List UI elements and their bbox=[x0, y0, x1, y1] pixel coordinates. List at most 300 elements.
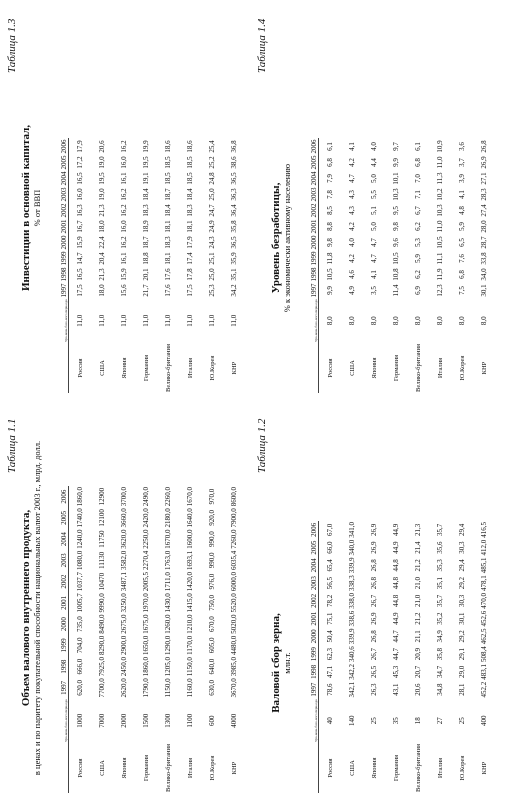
cell-value: 1670,0 bbox=[164, 529, 172, 549]
header-year: 2002 bbox=[294, 202, 319, 218]
cell-value: 16,0 bbox=[120, 156, 128, 169]
cell-value: 5520,0 bbox=[230, 593, 238, 613]
table-unemployment bbox=[256, 18, 495, 393]
cell-value: 8600,0 bbox=[230, 486, 238, 507]
cell-value: 18,3 bbox=[142, 204, 150, 217]
cell-value: 34,7 bbox=[436, 665, 444, 678]
cell-value: 339,9 bbox=[348, 628, 356, 645]
cell-value: 7925,0 bbox=[98, 656, 106, 677]
header-year: 2004 bbox=[294, 556, 319, 574]
country-name: Велико-британия bbox=[164, 744, 172, 792]
cell-value: 4,2 bbox=[348, 254, 356, 263]
cell-value: 11,0 bbox=[436, 156, 444, 169]
table-row bbox=[179, 138, 201, 393]
cell-value: 18,5 bbox=[164, 156, 172, 169]
cell-value: 16,2 bbox=[120, 204, 128, 217]
cell-value: 5,9 bbox=[458, 222, 466, 231]
cell-value: 18,3 bbox=[164, 236, 172, 249]
cell-value: 620,0 bbox=[76, 679, 84, 696]
cell-value: 3487,1 bbox=[120, 571, 128, 592]
cell-value: 18,0 bbox=[98, 284, 106, 297]
header-row bbox=[44, 138, 69, 393]
cell-value: 18,6 bbox=[164, 140, 172, 153]
cell-value: 16,5 bbox=[76, 268, 84, 281]
cell-value: 35,3 bbox=[436, 559, 444, 572]
cell-value: 36,3 bbox=[230, 188, 238, 201]
country-name: Ю.Корея bbox=[208, 755, 216, 781]
base-value: 11,0 bbox=[120, 314, 128, 327]
cell-value: 990,0 bbox=[208, 552, 216, 569]
cell-value: 8,8 bbox=[326, 222, 334, 231]
header-country bbox=[44, 743, 69, 793]
table-row bbox=[363, 138, 385, 393]
base-value: 2000 bbox=[120, 713, 128, 728]
table-row bbox=[113, 486, 135, 793]
country-name: КНР bbox=[480, 761, 488, 775]
cell-value: 18,4 bbox=[186, 188, 194, 201]
cell-value: 17,6 bbox=[164, 284, 172, 297]
cell-value: 25,0 bbox=[208, 188, 216, 201]
cell-value: 3,5 bbox=[370, 286, 378, 295]
cell-value: 26,8 bbox=[480, 140, 488, 153]
cell-value: 18,4 bbox=[164, 204, 172, 217]
cell-value: 19,0 bbox=[98, 188, 106, 201]
cell-value: 78,6 bbox=[326, 683, 334, 696]
table-row bbox=[451, 138, 473, 393]
cell-value: 35,6 bbox=[436, 541, 444, 554]
cell-value: 18,0 bbox=[98, 220, 106, 233]
cell-value: 9,5 bbox=[392, 206, 400, 215]
cell-value: 4480,0 bbox=[230, 635, 238, 655]
cell-value: 30,1 bbox=[458, 612, 466, 625]
cell-value: 11,4 bbox=[392, 284, 400, 297]
base-value: 1300 bbox=[164, 713, 172, 728]
cell-value: 30,3 bbox=[458, 594, 466, 607]
cell-value: 30,1 bbox=[480, 284, 488, 297]
cell-value: 21,3 bbox=[414, 523, 422, 536]
table-row bbox=[201, 486, 223, 793]
cell-value: 34,9 bbox=[436, 630, 444, 643]
cell-value: 18,5 bbox=[186, 172, 194, 185]
base-value: 11,0 bbox=[230, 314, 238, 327]
cell-value: 416,5 bbox=[480, 521, 488, 538]
base-value: 8,0 bbox=[326, 316, 334, 326]
cell-value: 35,2 bbox=[436, 612, 444, 625]
cell-value: 2260,0 bbox=[164, 486, 172, 507]
cell-value: 21,7 bbox=[142, 284, 150, 297]
header-row bbox=[294, 521, 319, 793]
cell-value: 24,7 bbox=[208, 204, 216, 217]
header-year: 1997 bbox=[44, 677, 69, 698]
cell-value: 20,4 bbox=[98, 252, 106, 265]
cell-value: 5,5 bbox=[370, 190, 378, 199]
cell-value: 10470 bbox=[98, 572, 106, 591]
country-name: Италия bbox=[436, 357, 444, 379]
table-grain bbox=[256, 418, 495, 793]
header-year: 1997 bbox=[44, 282, 69, 298]
cell-value: 26,9 bbox=[370, 523, 378, 536]
header-country bbox=[294, 343, 319, 393]
cell-value: 6,8 bbox=[326, 158, 334, 167]
cell-value: 990,0 bbox=[208, 531, 216, 547]
cell-value: 1860,0 bbox=[142, 656, 150, 677]
base-value: 1500 bbox=[142, 713, 150, 728]
cell-value: 16,1 bbox=[120, 252, 128, 265]
header-year: 1997 bbox=[294, 282, 319, 298]
cell-value: 3,6 bbox=[458, 142, 466, 151]
cell-value: 4,2 bbox=[348, 158, 356, 167]
cell-value: 44,9 bbox=[392, 541, 400, 554]
cell-value: 485,1 bbox=[480, 557, 488, 574]
header-year: 2005 bbox=[44, 507, 69, 528]
cell-value: 11130 bbox=[98, 551, 106, 569]
cell-value: 34,2 bbox=[230, 284, 238, 297]
base-value: 25 bbox=[458, 717, 466, 725]
base-value: 8,0 bbox=[436, 316, 444, 326]
cell-value: 10,2 bbox=[436, 188, 444, 201]
cell-value: 1005,7 bbox=[76, 593, 84, 613]
cell-value: 1170,0 bbox=[186, 635, 194, 655]
cell-value: 7900,0 bbox=[230, 508, 238, 528]
country-name: США bbox=[348, 760, 356, 776]
table-subtitle: % от ВВП bbox=[32, 189, 42, 227]
cell-value: 1150,0 bbox=[186, 657, 194, 677]
cell-value: 10,1 bbox=[392, 172, 400, 185]
cell-value: 44,8 bbox=[392, 559, 400, 572]
base-value: 600 bbox=[208, 715, 216, 726]
header-year: 2003 bbox=[44, 550, 69, 571]
cell-value: 21,2 bbox=[414, 559, 422, 572]
cell-value: 24,9 bbox=[208, 220, 216, 233]
cell-value: 10,3 bbox=[392, 188, 400, 201]
cell-value: 7,5 bbox=[458, 286, 466, 295]
country-name: США bbox=[98, 360, 106, 376]
cell-value: 18,9 bbox=[142, 220, 150, 233]
country-name: Италия bbox=[436, 757, 444, 779]
cell-value: 1210,0 bbox=[186, 614, 194, 634]
cell-value: 28,3 bbox=[480, 188, 488, 201]
header-year: 2004 bbox=[294, 170, 319, 186]
cell-value: 26,8 bbox=[370, 559, 378, 572]
header-row bbox=[294, 138, 319, 393]
table-row bbox=[341, 521, 363, 793]
cell-value: 6,7 bbox=[414, 206, 422, 215]
header-year: 2000 bbox=[294, 234, 319, 250]
cell-value: 34,0 bbox=[480, 268, 488, 281]
cell-value: 3670,0 bbox=[230, 678, 238, 698]
cell-value: 5,9 bbox=[414, 254, 422, 263]
cell-value: 735,0 bbox=[76, 616, 84, 632]
header-year: 2000 bbox=[44, 234, 69, 250]
cell-value: 3620,0 bbox=[120, 529, 128, 549]
cell-value: 5,3 bbox=[414, 238, 422, 247]
cell-value: 452,2 bbox=[480, 681, 488, 698]
base-value: 18 bbox=[414, 717, 422, 725]
table-row bbox=[223, 138, 245, 393]
cell-value: 3,7 bbox=[458, 158, 466, 167]
cell-value: 3985,0 bbox=[230, 656, 238, 677]
header-base-period bbox=[44, 698, 69, 743]
cell-value: 1420,0 bbox=[186, 571, 194, 592]
header-year: 2003 bbox=[294, 186, 319, 202]
table-row bbox=[319, 138, 342, 393]
cell-value: 1640,0 bbox=[186, 508, 194, 528]
cell-value: 25,3 bbox=[208, 284, 216, 297]
country-name: Ю.Корея bbox=[208, 355, 216, 381]
cell-value: 18,1 bbox=[186, 220, 194, 233]
cell-value: 66,0 bbox=[326, 541, 334, 554]
cell-value: 16,3 bbox=[76, 204, 84, 217]
cell-value: 17,5 bbox=[186, 284, 194, 297]
base-value: 8,0 bbox=[414, 316, 422, 326]
base-value: 400 bbox=[480, 715, 488, 726]
cell-value: 12,3 bbox=[436, 284, 444, 297]
cell-value: 29,4 bbox=[458, 523, 466, 536]
cell-value: 338,6 bbox=[348, 610, 356, 627]
cell-value: 17,2 bbox=[76, 156, 84, 169]
cell-value: 340,6 bbox=[348, 646, 356, 662]
cell-value: 18,3 bbox=[186, 204, 194, 217]
table-row bbox=[135, 486, 157, 793]
base-period-label: Уро-вень базо-вого пери-ода bbox=[314, 299, 318, 343]
cell-value: 19,1 bbox=[142, 172, 150, 185]
base-period-label: Уро-вень базо-вого пери-ода bbox=[314, 699, 318, 743]
country-name: Россия bbox=[326, 358, 334, 378]
table-row bbox=[429, 138, 451, 393]
table-row bbox=[91, 138, 113, 393]
cell-value: 17,8 bbox=[186, 268, 194, 281]
cell-value: 26,9 bbox=[480, 156, 488, 169]
cell-value: 5,1 bbox=[370, 206, 378, 215]
cell-value: 8290,0 bbox=[98, 635, 106, 655]
cell-value: 1711,0 bbox=[164, 572, 172, 592]
country-name: Италия bbox=[186, 357, 194, 379]
cell-value: 1670,0 bbox=[186, 486, 194, 507]
cell-value: 11750 bbox=[98, 530, 106, 548]
base-value: 1100 bbox=[186, 713, 194, 728]
header-year: 2002 bbox=[294, 592, 319, 610]
cell-value: 16,7 bbox=[76, 220, 84, 233]
cell-value: 4,1 bbox=[348, 142, 356, 151]
header-year: 2000 bbox=[44, 613, 69, 634]
cell-value: 21,3 bbox=[98, 268, 106, 281]
header-year: 2003 bbox=[294, 574, 319, 592]
cell-value: 2675,0 bbox=[120, 614, 128, 634]
cell-value: 3660,0 bbox=[120, 508, 128, 528]
country-name: США bbox=[348, 360, 356, 376]
cell-value: 62,3 bbox=[326, 647, 334, 661]
cell-value: 18,4 bbox=[142, 188, 150, 201]
cell-value: 34,8 bbox=[436, 683, 444, 696]
header-year: 2002 bbox=[44, 571, 69, 592]
header-year: 2000 bbox=[294, 627, 319, 645]
cell-value: 45,3 bbox=[392, 665, 400, 678]
cell-value: 4,8 bbox=[458, 206, 466, 215]
cell-value: 1240,0 bbox=[76, 529, 84, 549]
header-base-period bbox=[44, 298, 69, 343]
cell-value: 19,5 bbox=[98, 172, 106, 185]
cell-value: 10,5 bbox=[326, 268, 334, 281]
cell-value: 43,1 bbox=[392, 683, 400, 696]
table-row bbox=[201, 138, 223, 393]
cell-value: 35,1 bbox=[436, 576, 444, 590]
cell-value: 11,1 bbox=[436, 252, 444, 265]
data-table bbox=[294, 138, 495, 393]
cell-value: 26,8 bbox=[370, 576, 378, 590]
cell-value: 1430,0 bbox=[164, 593, 172, 613]
cell-value: 19,0 bbox=[98, 156, 106, 169]
cell-value: 21,3 bbox=[98, 204, 106, 217]
country-name: Япония bbox=[370, 357, 378, 379]
country-name: КНР bbox=[230, 361, 238, 375]
cell-value: 470,0 bbox=[480, 592, 488, 609]
cell-value: 50,4 bbox=[326, 630, 334, 643]
country-name: Ю.Корея bbox=[458, 355, 466, 381]
cell-value: 3250,0 bbox=[120, 593, 128, 613]
table-row bbox=[135, 138, 157, 393]
header-year: 2002 bbox=[44, 202, 69, 218]
header-year: 2003 bbox=[44, 186, 69, 202]
table-row bbox=[69, 486, 92, 793]
cell-value: 75,1 bbox=[326, 612, 334, 625]
base-value: 11,0 bbox=[208, 314, 216, 327]
cell-value: 12100 bbox=[98, 509, 106, 527]
cell-value: 19,5 bbox=[142, 156, 150, 169]
cell-value: 976,0 bbox=[208, 573, 216, 590]
cell-value: 7,8 bbox=[326, 190, 334, 199]
country-name: США bbox=[98, 760, 106, 776]
header-year: 2001 bbox=[294, 218, 319, 234]
base-period-label: Уро-вень базо-вого пери-ода bbox=[64, 699, 68, 743]
cell-value: 20,6 bbox=[98, 140, 106, 153]
header-year: 1998 bbox=[294, 663, 319, 681]
header-year: 2006 bbox=[44, 138, 69, 154]
cell-value: 7260,0 bbox=[230, 529, 238, 549]
country-name: Россия bbox=[76, 758, 84, 778]
cell-value: 18,5 bbox=[186, 156, 194, 169]
cell-value: 26,7 bbox=[370, 647, 378, 661]
cell-value: 26,9 bbox=[370, 612, 378, 625]
cell-value: 14,7 bbox=[76, 252, 84, 265]
cell-value: 16,0 bbox=[76, 188, 84, 201]
cell-value: 10,5 bbox=[436, 236, 444, 249]
cell-value: 9,6 bbox=[392, 238, 400, 247]
cell-value: 35,9 bbox=[230, 252, 238, 265]
cell-value: 1860,0 bbox=[76, 486, 84, 507]
cell-value: 630,0 bbox=[208, 679, 216, 696]
table-title: Объем валового внутреннего продукта, bbox=[20, 509, 32, 707]
cell-value: 65,4 bbox=[326, 559, 334, 572]
cell-value: 412,0 bbox=[480, 539, 488, 556]
cell-value: 1763,0 bbox=[164, 550, 172, 570]
cell-value: 38,6 bbox=[230, 156, 238, 169]
country-name: Германия bbox=[142, 354, 150, 382]
cell-value: 18,7 bbox=[142, 236, 150, 249]
table-title: Уровень безработицы, bbox=[270, 182, 282, 294]
cell-value: 21,2 bbox=[414, 612, 422, 625]
header-year: 2005 bbox=[44, 154, 69, 170]
cell-value: 44,8 bbox=[392, 594, 400, 607]
base-value: 8,0 bbox=[348, 316, 356, 326]
cell-value: 4,4 bbox=[370, 158, 378, 167]
cell-value: 6,2 bbox=[414, 222, 422, 231]
cell-value: 341,0 bbox=[348, 521, 356, 538]
cell-value: 16,2 bbox=[120, 188, 128, 201]
cell-value: 18,1 bbox=[164, 220, 172, 233]
cell-value: 704,0 bbox=[76, 637, 84, 654]
data-table bbox=[44, 486, 245, 793]
cell-value: 28,1 bbox=[458, 683, 466, 696]
cell-value: 18,5 bbox=[164, 172, 172, 185]
cell-value: 21,0 bbox=[414, 594, 422, 607]
cell-value: 5,0 bbox=[370, 222, 378, 231]
cell-value: 6,8 bbox=[458, 270, 466, 279]
cell-value: 2900,0 bbox=[120, 635, 128, 655]
cell-value: 7,1 bbox=[414, 190, 422, 199]
cell-value: 29,1 bbox=[458, 647, 466, 661]
cell-value: 44,7 bbox=[392, 630, 400, 643]
cell-value: 3700,0 bbox=[120, 486, 128, 507]
base-value: 11,0 bbox=[186, 314, 194, 327]
table-row bbox=[113, 138, 135, 393]
country-name: Россия bbox=[76, 358, 84, 378]
header-year: 2001 bbox=[44, 592, 69, 613]
cell-value: 16,2 bbox=[120, 140, 128, 153]
cell-value: 12900 bbox=[98, 487, 106, 506]
cell-value: 2005,5 bbox=[142, 571, 150, 592]
cell-value: 4,2 bbox=[348, 222, 356, 231]
cell-value: 4,1 bbox=[370, 270, 378, 279]
country-name: Япония bbox=[370, 757, 378, 779]
cell-value: 9990,0 bbox=[98, 593, 106, 613]
cell-value: 1080,0 bbox=[76, 550, 84, 570]
table-row bbox=[69, 138, 92, 393]
cell-value: 8490,0 bbox=[98, 614, 106, 634]
cell-value: 670,0 bbox=[208, 616, 216, 632]
table-row bbox=[341, 138, 363, 393]
cell-value: 4,7 bbox=[348, 174, 356, 183]
cell-value: 4,6 bbox=[348, 270, 356, 279]
table-row bbox=[363, 521, 385, 793]
cell-value: 1037,7 bbox=[76, 571, 84, 592]
table-subtitle: % к экономически активному населению bbox=[282, 163, 292, 313]
cell-value: 7700,0 bbox=[98, 678, 106, 698]
cell-value: 22,4 bbox=[98, 236, 106, 249]
cell-value: 9,9 bbox=[326, 286, 334, 295]
cell-value: 36,4 bbox=[230, 204, 238, 217]
base-value: 27 bbox=[436, 717, 444, 725]
cell-value: 6,9 bbox=[414, 286, 422, 295]
country-name: Германия bbox=[392, 754, 400, 782]
cell-value: 2620,0 bbox=[120, 678, 128, 698]
cell-value: 6000,0 bbox=[230, 571, 238, 592]
cell-value: 20,1 bbox=[142, 268, 150, 281]
cell-value: 17,6 bbox=[164, 268, 172, 281]
cell-value: 25,4 bbox=[208, 140, 216, 153]
country-name: Россия bbox=[326, 758, 334, 778]
header-year: 2006 bbox=[294, 138, 319, 154]
cell-value: 605,0 bbox=[208, 637, 216, 654]
header-year: 1999 bbox=[44, 250, 69, 266]
base-value: 11,0 bbox=[142, 314, 150, 327]
header-year: 1998 bbox=[44, 656, 69, 677]
cell-value: 25,2 bbox=[208, 156, 216, 169]
cell-value: 18,1 bbox=[164, 252, 172, 265]
cell-value: 20,6 bbox=[414, 683, 422, 696]
cell-value: 21,0 bbox=[414, 576, 422, 590]
cell-value: 16,5 bbox=[76, 172, 84, 185]
table-row bbox=[385, 138, 407, 393]
